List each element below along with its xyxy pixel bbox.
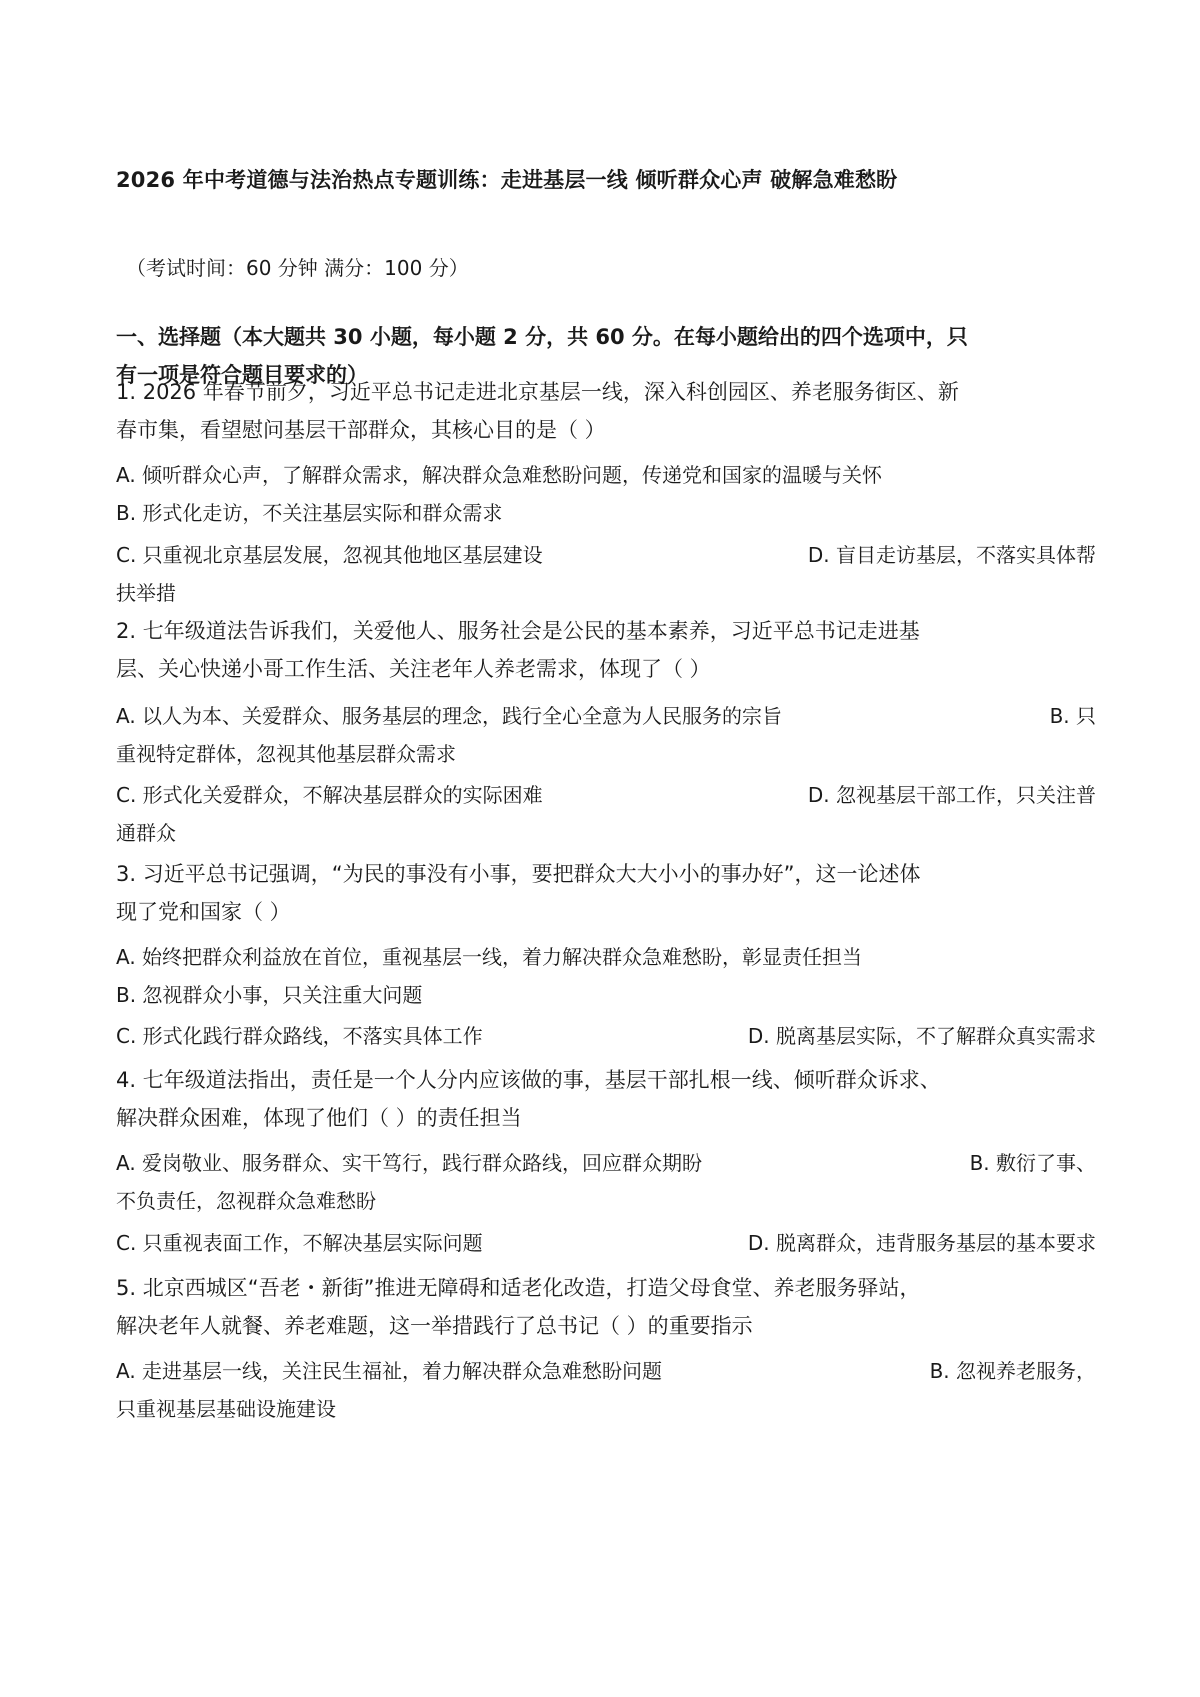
question-2 <box>116 612 1096 688</box>
question-4-options-cd <box>116 1224 1096 1262</box>
question-stem <box>116 373 1096 449</box>
option-d: D. 脱离群众，违背服务基层的基本要求 <box>747 1231 1096 1255</box>
question-stem <box>116 1061 1096 1137</box>
question-3-options-cd <box>116 1017 1096 1055</box>
question-1-options-cd <box>116 536 1096 612</box>
question-stem-line-2: 层、关心快递小哥工作生活、关注老年人养老需求，体现了（ ） <box>116 657 711 681</box>
option-b: B. 形式化走访，不关注基层实际和群众需求 <box>116 501 503 525</box>
option-a: A. 始终把群众利益放在首位，重视基层一线，着力解决群众急难愁盼，彰显责任担当 <box>116 945 863 969</box>
option-a: A. 倾听群众心声，了解群众需求，解决群众急难愁盼问题，传递党和国家的温暖与关怀 <box>116 463 883 487</box>
question-stem-line-2: 春市集，看望慰问基层干部群众，其核心目的是（ ） <box>116 418 606 442</box>
question-stem-line-1: 4. 七年级道法指出，责任是一个人分内应该做的事，基层干部扎根一线、倾听群众诉求、 <box>116 1068 941 1092</box>
question-4 <box>116 1061 1096 1137</box>
question-1 <box>116 373 1096 449</box>
option-b: B. 敷衍了事、 <box>969 1151 1096 1175</box>
section-heading-line-2: 有一项是符合题目要求的） <box>116 363 368 387</box>
option-c: C. 形式化关爱群众，不解决基层群众的实际困难 <box>116 783 543 807</box>
option-b-continued: 重视特定群体，忽视其他基层群众需求 <box>116 742 456 766</box>
option-c: C. 只重视北京基层发展，忽视其他地区基层建设 <box>116 543 543 567</box>
document-title: 2026 年中考道德与法治热点专题训练：走进基层一线 倾听群众心声 破解急难愁盼 <box>116 168 898 192</box>
question-5 <box>116 1269 1096 1345</box>
question-5-options-ab <box>116 1352 1096 1428</box>
question-stem-line-1: 2. 七年级道法告诉我们，关爱他人、服务社会是公民的基本素养，习近平总书记走进基 <box>116 619 920 643</box>
question-stem <box>116 855 1096 931</box>
option-b: B. 只 <box>1049 704 1096 728</box>
section-heading-line-1: 一、选择题（本大题共 30 小题，每小题 2 分，共 60 分。在每小题给出的四个选项中，只 <box>116 325 968 349</box>
question-3 <box>116 855 1096 931</box>
question-stem-line-2: 现了党和国家（ ） <box>116 900 291 924</box>
question-stem-line-1: 1. 2026 年春节前夕，习近平总书记走进北京基层一线，深入科创园区、养老服务街区、新 <box>116 380 959 404</box>
exam-meta: （考试时间：60 分钟 满分：100 分） <box>126 256 469 280</box>
option-d-continued: 通群众 <box>116 821 176 845</box>
question-stem-line-1: 3. 习近平总书记强调，“为民的事没有小事，要把群众大大小小的事办好”，这一论述体 <box>116 862 921 886</box>
question-1-options <box>116 456 1096 532</box>
option-a: A. 走进基层一线，关注民生福祉，着力解决群众急难愁盼问题 <box>116 1359 663 1383</box>
option-b-continued: 不负责任，忽视群众急难愁盼 <box>116 1189 376 1213</box>
option-b-continued: 只重视基层基础设施建设 <box>116 1397 336 1421</box>
option-d: D. 忽视基层干部工作，只关注普 <box>807 783 1096 807</box>
question-stem <box>116 612 1096 688</box>
option-c: C. 形式化践行群众路线，不落实具体工作 <box>116 1024 483 1048</box>
question-stem <box>116 1269 1096 1345</box>
option-d: D. 盲目走访基层，不落实具体帮 <box>807 543 1096 567</box>
option-d: D. 脱离基层实际，不了解群众真实需求 <box>747 1024 1096 1048</box>
option-b: B. 忽视养老服务， <box>929 1359 1096 1383</box>
option-c: C. 只重视表面工作，不解决基层实际问题 <box>116 1231 483 1255</box>
question-stem-line-2: 解决群众困难，体现了他们（ ）的责任担当 <box>116 1106 522 1130</box>
option-b: B. 忽视群众小事，只关注重大问题 <box>116 983 423 1007</box>
question-stem-line-2: 解决老年人就餐、养老难题，这一举措践行了总书记（ ）的重要指示 <box>116 1314 753 1338</box>
option-a: A. 以人为本、关爱群众、服务基层的理念，践行全心全意为人民服务的宗旨 <box>116 704 783 728</box>
option-d-continued: 扶举措 <box>116 581 176 605</box>
question-2-options-cd <box>116 776 1096 852</box>
question-4-options-ab <box>116 1144 1096 1220</box>
question-2-options-ab <box>116 697 1096 773</box>
question-3-options-ab <box>116 938 1096 1014</box>
question-stem-line-1: 5. 北京西城区“吾老・新街”推进无障碍和适老化改造，打造父母食堂、养老服务驿站， <box>116 1276 921 1300</box>
option-a: A. 爱岗敬业、服务群众、实干笃行，践行群众路线，回应群众期盼 <box>116 1151 703 1175</box>
